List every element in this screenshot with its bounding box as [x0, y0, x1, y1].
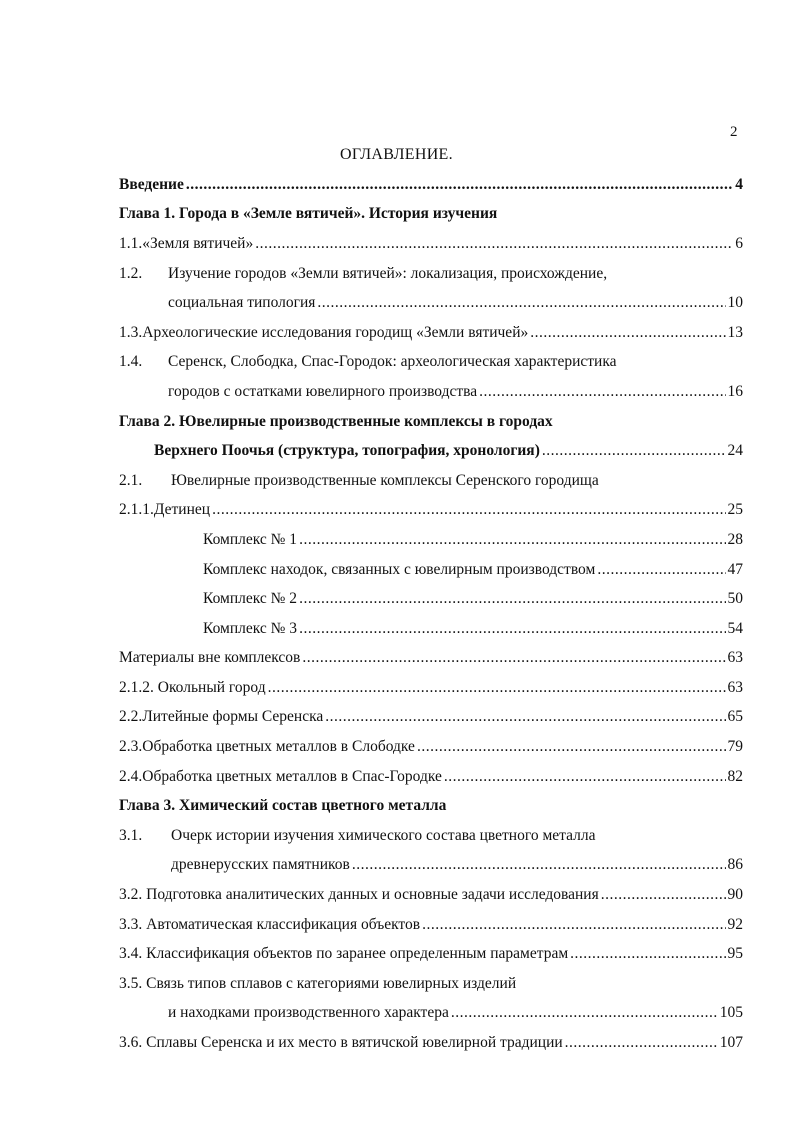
toc-entry-2-4 — [119, 762, 743, 792]
entry-page: 25 — [727, 501, 743, 519]
entry-title: Детинец — [153, 501, 211, 519]
entry-number: 2.4. — [119, 767, 143, 785]
dot-leader — [299, 590, 725, 608]
entry-page: 105 — [719, 1004, 743, 1022]
entry-title: Комплекс № 3 — [203, 619, 298, 637]
entry-number: 2.1.1. — [119, 501, 154, 519]
toc-chapter-2-cont — [119, 436, 743, 466]
entry-title: Серенск, Слободка, Спас-Городок: археологическая характеристика — [168, 353, 617, 371]
toc-entry-complex-1 — [119, 525, 743, 555]
toc-entry-3-5 — [119, 969, 743, 999]
entry-page: 65 — [727, 708, 743, 726]
entry-page: 13 — [727, 323, 743, 341]
entry-title: Обработка цветных металлов в Спас-Городке — [142, 767, 442, 785]
chapter-title: Глава 1. Города в «Земле вятичей». История изучения — [119, 205, 498, 223]
entry-title: Очерк истории изучения химического состава цветного металла — [171, 826, 596, 844]
toc-entry-3-1 — [119, 821, 743, 851]
entry-title: Комплекс № 1 — [203, 530, 298, 548]
entry-page: 54 — [727, 619, 743, 637]
entry-page: 47 — [727, 560, 743, 578]
entry-number: 3.1. — [119, 826, 143, 844]
toc-chapter-2 — [119, 407, 743, 437]
entry-number: 1.3. — [119, 323, 143, 341]
dot-leader — [417, 738, 726, 756]
toc-entry-2-1-1 — [119, 496, 743, 526]
toc-entry-3-4 — [119, 939, 743, 969]
entry-page: 82 — [727, 767, 743, 785]
dot-leader — [268, 679, 726, 697]
entry-title: Ювелирные производственные комплексы Серенского городища — [171, 471, 599, 489]
toc-chapter-1 — [119, 200, 743, 230]
entry-page: 86 — [727, 856, 743, 874]
dot-leader — [325, 708, 725, 726]
entry-title: Комплекс находок, связанных с ювелирным производством — [203, 560, 596, 578]
entry-page: 28 — [727, 530, 743, 548]
entry-title: древнерусских памятников — [171, 856, 350, 874]
toc-entry-complex-finds — [119, 555, 743, 585]
entry-page: 90 — [727, 886, 743, 904]
dot-leader — [299, 531, 725, 549]
toc-entry-3-5-cont — [119, 999, 743, 1029]
dot-leader — [530, 324, 725, 342]
toc-entry-1-3 — [119, 318, 743, 348]
entry-number: 2.1. — [119, 471, 143, 489]
toc-title: ОГЛАВЛЕНИЕ. — [340, 146, 453, 163]
dot-leader — [352, 856, 726, 874]
toc-entry-1-1 — [119, 229, 743, 259]
entry-number: 1.2. — [119, 264, 143, 282]
entry-title: городов с остатками ювелирного производства — [168, 382, 478, 400]
entry-page: 10 — [727, 294, 743, 312]
entry-title: социальная типология — [168, 294, 316, 312]
entry-title: Комплекс № 2 — [203, 590, 298, 608]
entry-title: 3.6. Сплавы Серенска и их место в вятичской ювелирной традиции — [119, 1034, 563, 1052]
dot-leader — [570, 945, 725, 963]
toc-entry-2-2 — [119, 703, 743, 733]
entry-title: 3.5. Связь типов сплавов с категориями ювелирных изделий — [119, 974, 517, 992]
dot-leader — [186, 176, 733, 194]
entry-title: и находками производственного характера — [168, 1004, 449, 1022]
toc-entry-3-3 — [119, 910, 743, 940]
dot-leader — [565, 1034, 718, 1052]
entry-title: Литейные формы Серенска — [142, 708, 324, 726]
dot-leader — [299, 620, 725, 638]
dot-leader — [302, 649, 725, 667]
dot-leader — [444, 768, 726, 786]
toc-entry-1-2 — [119, 259, 743, 289]
entry-page: 79 — [727, 738, 743, 756]
dot-leader — [255, 235, 733, 253]
dot-leader — [597, 561, 725, 579]
entry-page: 4 — [735, 175, 743, 193]
entry-title: 3.4. Классификация объектов по заранее определенным параметрам — [119, 945, 569, 963]
toc-entry-1-4-cont — [119, 377, 743, 407]
entry-page: 24 — [727, 442, 743, 460]
toc-entry-introduction — [119, 170, 743, 200]
entry-number: 2.3. — [119, 738, 143, 756]
entry-page: 107 — [719, 1034, 743, 1052]
dot-leader — [212, 501, 725, 519]
table-of-contents — [119, 170, 743, 1058]
dot-leader — [601, 886, 726, 904]
entry-page: 16 — [727, 382, 743, 400]
entry-number: 1.4. — [119, 353, 143, 371]
entry-title: 2.1.2. Окольный город — [119, 678, 266, 696]
toc-entry-complex-3 — [119, 614, 743, 644]
toc-entry-3-6 — [119, 1028, 743, 1058]
dot-leader — [317, 294, 725, 312]
toc-entry-2-3 — [119, 732, 743, 762]
dot-leader — [542, 442, 726, 460]
entry-title: «Земля вятичей» — [142, 234, 254, 252]
chapter-title: Глава 3. Химический состав цветного металла — [119, 797, 447, 815]
entry-page: 63 — [727, 649, 743, 667]
toc-entry-1-4 — [119, 348, 743, 378]
entry-number: 1.1. — [119, 234, 143, 252]
entry-title: 3.3. Автоматическая классификация объектов — [119, 915, 421, 933]
toc-chapter-3 — [119, 791, 743, 821]
chapter-title: Верхнего Поочья (структура, топография, хронология) — [154, 442, 540, 460]
entry-title: Изучение городов «Земли вятичей»: локализация, происхождение, — [168, 264, 608, 282]
entry-number: 2.2. — [119, 708, 143, 726]
entry-title: 3.2. Подготовка аналитических данных и основные задачи исследования — [119, 886, 599, 904]
entry-page: 92 — [727, 915, 743, 933]
toc-entry-2-1-2 — [119, 673, 743, 703]
dot-leader — [451, 1004, 718, 1022]
toc-entry-1-2-cont — [119, 288, 743, 318]
entry-title: Материалы вне комплексов — [119, 649, 301, 667]
entry-title: Введение — [119, 175, 184, 193]
toc-entry-2-1 — [119, 466, 743, 496]
chapter-title: Глава 2. Ювелирные производственные комплексы в городах — [119, 412, 553, 430]
toc-entry-3-2 — [119, 880, 743, 910]
page-number: 2 — [730, 124, 738, 140]
toc-entry-3-1-cont — [119, 851, 743, 881]
entry-page: 50 — [727, 590, 743, 608]
entry-page: 6 — [735, 234, 743, 252]
entry-title: Обработка цветных металлов в Слободке — [142, 738, 415, 756]
toc-entry-materials — [119, 644, 743, 674]
toc-entry-complex-2 — [119, 584, 743, 614]
entry-page: 63 — [727, 678, 743, 696]
dot-leader — [479, 383, 725, 401]
entry-title: Археологические исследования городищ «Земли вятичей» — [142, 323, 529, 341]
entry-page: 95 — [727, 945, 743, 963]
dot-leader — [422, 916, 725, 934]
